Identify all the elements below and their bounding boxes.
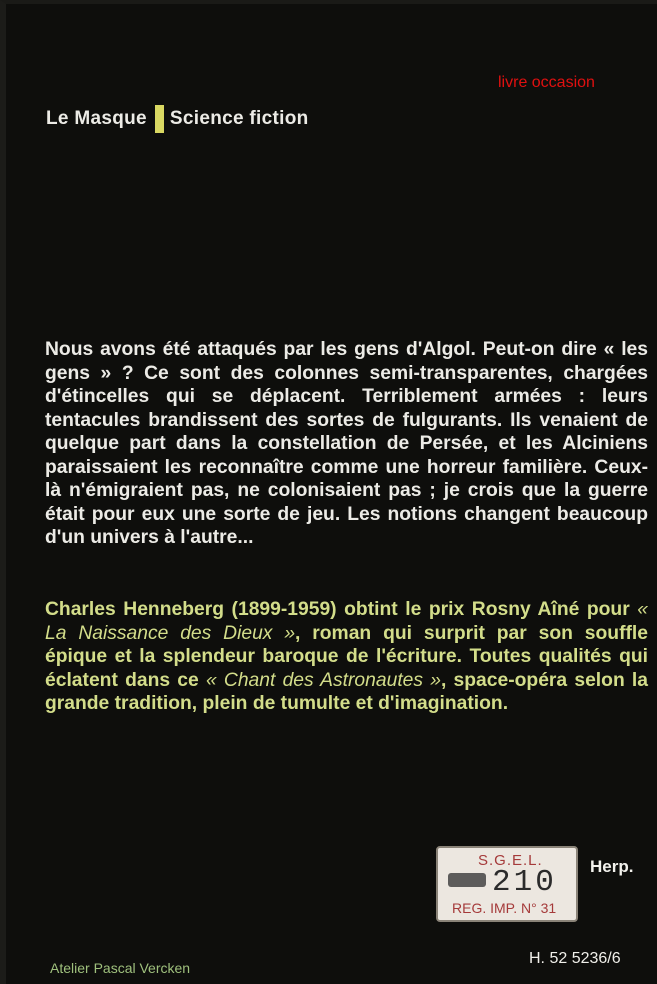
series-heading	[46, 105, 309, 133]
bio-text-3: , space-opéra selon la grande tradition, plein de tumulte et d'imagination.	[45, 669, 649, 714]
bio-text-2: , roman qui surprit par son souffle épique et la splendeur baroque de l'écriture. Toutes qualités qui éclatent dans ce	[45, 622, 648, 691]
publisher-label: Le Masque	[46, 108, 147, 129]
catalog-code: H. 52 5236/6	[529, 950, 621, 967]
bio-title-1: « La Naissance des Dieux »	[45, 599, 648, 644]
sticker-distributor: S.G.E.L.	[478, 852, 543, 869]
collection-label: Science fiction	[169, 108, 309, 129]
sticker-price: 210	[492, 865, 557, 900]
cover-credit: Atelier Pascal Vercken	[50, 960, 191, 976]
watermark-text: livre occasion	[498, 74, 595, 91]
sticker-registration: REG. IMP. N° 31	[452, 900, 557, 916]
author-bio-paragraph	[45, 598, 648, 716]
bio-text-1: Charles Henneberg (1899-1959) obtint le prix Rosny Aîné pour	[45, 599, 638, 620]
herp-label: Herp.	[590, 857, 634, 876]
price-sticker	[436, 846, 578, 922]
blurb-paragraph: Nous avons été attaqués par les gens d'Algol. Peut-on dire « les gens » ? Ce sont des colonnes semi-transparentes, chargées d'étincelles qui se déplacent. Terriblement armées : leurs tentacules brandissent des sortes de fulgurants. Ils venaient de quelque part dans la constellation de Persée, et les Alciniens paraissaient les reconnaître comme une horreur familière. Ceux-là n'émigraient pas, ne colonisaient pas ; je crois que la guerre était pour eux une sorte de jeu. Les notions changent beaucoup d'un univers à l'autre...	[45, 339, 648, 548]
bio-title-2: « Chant des Astronautes »	[205, 669, 441, 691]
separator-bar	[155, 105, 164, 133]
sticker-stamp-mark	[448, 873, 486, 887]
